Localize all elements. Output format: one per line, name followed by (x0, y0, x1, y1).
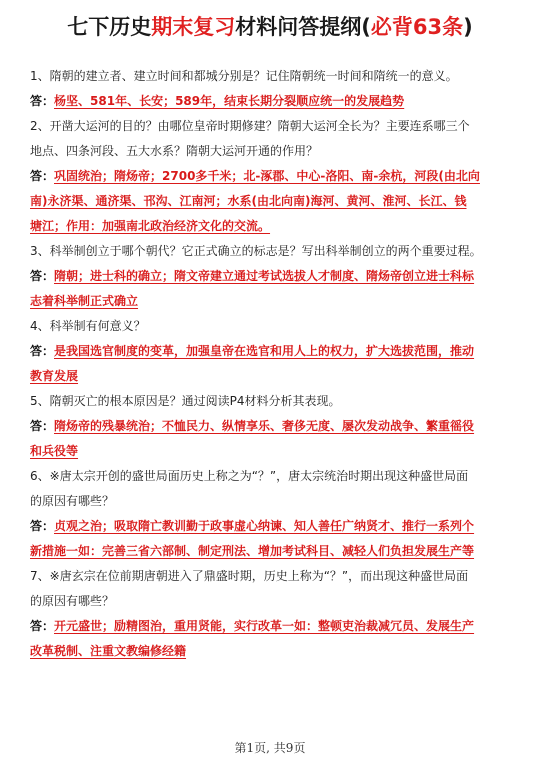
question-line (30, 314, 514, 339)
answer-text: 开元盛世；励精图治，重用贤能，实行改革一如：整顿吏治裁减冗员、发展生产 (54, 619, 475, 633)
answer-line (30, 89, 514, 114)
question-text: 1、隋朝的建立者、建立时间和都城分别是？记住隋朝统一时间和隋统一的意义。 (30, 69, 458, 83)
answer-text: 改革税制、注重文教编修经籍 (30, 644, 187, 658)
page-footer: 第1页, 共9页 (234, 741, 306, 755)
question-text: 5、隋朝灭亡的根本原因是？通过阅读P4材料分析其表现。 (30, 394, 341, 408)
answer-text: 是我国选官制度的变革，加强皇帝在选官和用人上的权力，扩大选拔范围，推动 (54, 344, 475, 358)
answer-line (30, 639, 514, 664)
question-text: 6、※唐太宗开创的盛世局面历史上称之为“？”，唐太宗统治时期出现这种盛世局面 (30, 469, 469, 483)
answer-text: 贞观之治；吸取隋亡教训勤于政事虚心纳谏、知人善任广纳贤才、推行一系列个 (54, 519, 475, 533)
answer-label: 答： (30, 269, 55, 283)
answer-label: 答： (30, 94, 55, 108)
question-line (30, 564, 514, 589)
question-text: 3、科举制创立于哪个朝代？它正式确立的标志是？写出科举制创立的两个重要过程。 (30, 244, 482, 258)
qa-content (30, 64, 514, 664)
answer-line (30, 614, 514, 639)
answer-line (30, 164, 514, 189)
question-text: 地点、四条河段、五大水系？隋朝大运河开通的作用？ (30, 144, 319, 158)
answer-line (30, 539, 514, 564)
answer-label: 答： (30, 619, 55, 633)
question-line (30, 64, 514, 89)
title-part-3: 材料问答提纲( (235, 15, 371, 39)
answer-text: 和兵役等 (30, 444, 79, 458)
question-line (30, 239, 514, 264)
question-line (30, 114, 514, 139)
question-line (30, 589, 514, 614)
answer-line (30, 414, 514, 439)
answer-text: 巩固统治；隋炀帝；2700多千米；北-涿郡、中心-洛阳、南-余杭，河段(由北向 (54, 169, 480, 183)
answer-line (30, 514, 514, 539)
title-highlight: 期末复习 (151, 15, 236, 39)
answer-label: 答： (30, 344, 55, 358)
answer-text: 教育发展 (30, 369, 79, 383)
answer-text: 塘江；作用：加强南北政治经济文化的交流。 (30, 219, 271, 233)
title-part-1: 七下历史 (67, 15, 152, 39)
question-text: 4、科举制有何意义？ (30, 319, 146, 333)
answer-text: 杨坚、581年、长安；589年，结束长期分裂顺应统一的发展趋势 (54, 94, 405, 108)
answer-label: 答： (30, 169, 55, 183)
question-line (30, 139, 514, 164)
answer-line (30, 364, 514, 389)
answer-text: 南)永济渠、通济渠、邗沟、江南河；水系(由北向南)海河、黄河、淮河、长江、钱 (30, 194, 467, 208)
question-text: 2、开凿大运河的目的？由哪位皇帝时期修建？隋朝大运河全长为？主要连系哪三个 (30, 119, 470, 133)
page-title (0, 12, 540, 42)
question-line (30, 489, 514, 514)
answer-line (30, 339, 514, 364)
answer-line (30, 264, 514, 289)
question-text: 的原因有哪些？ (30, 494, 115, 508)
answer-line (30, 439, 514, 464)
answer-text: 志着科举制正式确立 (30, 294, 139, 308)
answer-line (30, 189, 514, 214)
answer-line (30, 289, 514, 314)
answer-label: 答： (30, 419, 55, 433)
answer-text: 新措施一如：完善三省六部制、制定刑法、增加考试科目、减轻人们负担发展生产等 (30, 544, 475, 558)
question-line (30, 464, 514, 489)
answer-text: 隋炀帝的残暴统治；不恤民力、纵情享乐、奢侈无度、屡次发动战争、繁重徭役 (54, 419, 475, 433)
question-text: 7、※唐玄宗在位前期唐朝进入了鼎盛时期，历史上称为“？”，而出现这种盛世局面 (30, 569, 469, 583)
question-line (30, 389, 514, 414)
answer-label: 答： (30, 519, 55, 533)
title-part-5: ) (463, 15, 473, 39)
question-text: 的原因有哪些？ (30, 594, 115, 608)
answer-text: 隋朝；进士科的确立；隋文帝建立通过考试选拔人才制度、隋炀帝创立进士科标 (54, 269, 475, 283)
answer-line (30, 214, 514, 239)
title-highlight-count: 必背63条 (370, 15, 464, 39)
